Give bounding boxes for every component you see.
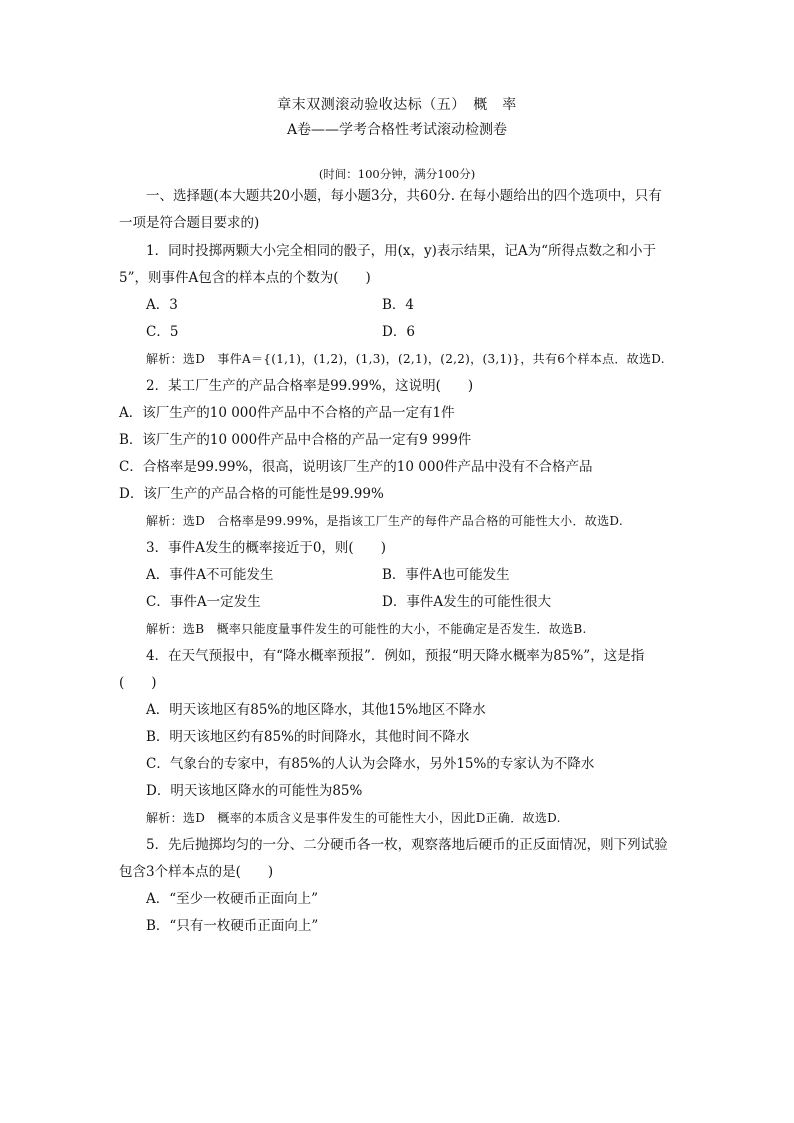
question-4-option-d: D．明天该地区降水的可能性为85% — [146, 783, 363, 799]
question-3-options-row-2 — [119, 589, 675, 616]
question-5-option-b: B．“只有一枚硬币正面向上” — [146, 918, 319, 934]
question-2-option-d: D．该厂生产的产品合格的可能性是99.99% — [119, 486, 384, 502]
page-title: 章末双测滚动验收达标（五） 概 率 — [277, 97, 517, 113]
section-intro: 一、选择题(本大题共20小题，每小题3分，共60分. 在每小题给出的四个选项中，只有一项是符合题目要求的) — [119, 188, 662, 231]
question-5-stem: 5．先后抛掷均匀的一分、二分硬币各一枚，观察落地后硬币的正反面情况，则下列试验包含3个样本点的是( ) — [119, 837, 668, 880]
question-1-options-row-1 — [119, 292, 675, 319]
question-2-option-a: A．该厂生产的10 000件产品中不合格的产品一定有1件 — [119, 405, 455, 421]
question-5-option-a: A．“至少一枚硬币正面向上” — [146, 891, 319, 907]
document-content — [119, 94, 675, 940]
question-1-option-b: B．4 — [382, 297, 415, 313]
question-1-analysis: 解析：选D 事件A＝{(1,1)，(1,2)，(1,3)，(2,1)，(2,2)，(3,1)}，共有6个样本点．故选D. — [146, 352, 665, 366]
question-3-analysis: 解析：选B 概率只能度量事件发生的可能性的大小，不能确定是否发生．故选B. — [146, 622, 587, 636]
question-2-stem: 2．某工厂生产的产品合格率是99.99%，这说明( ) — [146, 378, 474, 394]
question-1-stem: 1．同时投掷两颗大小完全相同的骰子，用(x，y)表示结果，记A为“所得点数之和小于5”，则事件A包含的样本点的个数为( ) — [119, 243, 657, 286]
question-3-option-c: C．事件A一定发生 — [146, 594, 261, 610]
question-1-option-a: A．3 — [146, 297, 178, 313]
question-4-option-b: B．明天该地区约有85%的时间降水，其他时间不降水 — [146, 729, 470, 745]
question-1-option-c: C．5 — [146, 324, 179, 340]
question-4-stem: 4．在天气预报中，有“降水概率预报”．例如，预报“明天降水概率为85%”，这是指( ) — [119, 648, 645, 691]
question-3-options-row-1 — [119, 562, 675, 589]
question-3-option-d: D．事件A发生的可能性很大 — [382, 594, 552, 610]
question-1-option-d: D．6 — [382, 324, 415, 340]
question-3-stem: 3．事件A发生的概率接近于0，则( ) — [146, 540, 386, 556]
question-1-options-row-2 — [119, 319, 675, 346]
exam-meta: (时间：100分钟，满分100分) — [318, 167, 476, 181]
question-4-option-c: C．气象台的专家中，有85%的人认为会降水，另外15%的专家认为不降水 — [146, 756, 595, 772]
question-4-option-a: A．明天该地区有85%的地区降水，其他15%地区不降水 — [146, 702, 486, 718]
question-4-analysis: 解析：选D 概率的本质含义是事件发生的可能性大小，因此D正确．故选D. — [146, 811, 561, 825]
question-2-analysis: 解析：选D 合格率是99.99%，是指该工厂生产的每件产品合格的可能性大小．故选D. — [146, 514, 623, 528]
question-2-option-b: B．该厂生产的10 000件产品中合格的产品一定有9 999件 — [119, 432, 472, 448]
question-3-option-a: A．事件A不可能发生 — [146, 567, 274, 583]
question-3-option-b: B．事件A也可能发生 — [382, 567, 510, 583]
question-2-option-c: C．合格率是99.99%，很高，说明该厂生产的10 000件产品中没有不合格产品 — [119, 459, 593, 475]
page-subtitle: A卷——学考合格性考试滚动检测卷 — [286, 122, 508, 138]
